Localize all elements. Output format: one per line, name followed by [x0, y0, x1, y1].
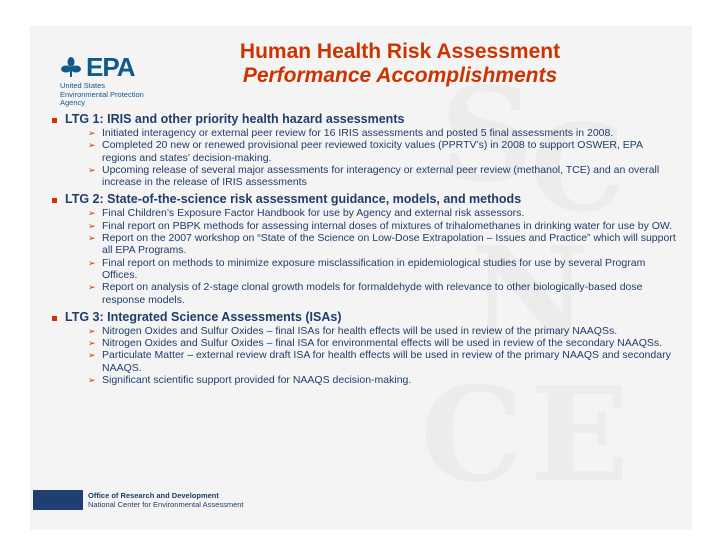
epa-logo [60, 54, 180, 108]
svg-text:N: N [470, 218, 589, 371]
epa-flower-icon [60, 56, 82, 78]
arrow-bullet-icon: ➢ [88, 164, 96, 175]
arrow-bullet-icon: ➢ [88, 233, 96, 244]
arrow-bullet-icon: ➢ [88, 257, 96, 268]
arrow-bullet-icon: ➢ [88, 140, 96, 151]
epa-logo-text: EPA [86, 52, 135, 82]
list-item-text: Report on the 2007 workshop on “State of the Science on Low-Dose Extrapolation – Issues and Practice” which will support all EPA Programs. [102, 232, 676, 257]
list-item [88, 139, 678, 164]
footer [88, 491, 244, 509]
arrow-bullet-icon: ➢ [88, 282, 96, 293]
footer-line2: National Center for Environmental Assessment [88, 500, 244, 509]
svg-text:C: C [420, 358, 524, 510]
svg-text:C: C [530, 98, 626, 239]
list-item-text: Completed 20 new or renewed provisional peer reviewed toxicity values (PPRTV’s) in 2008 to support OSWER, EPA regions and states’ decision-making. [102, 139, 643, 164]
list-item [88, 325, 678, 337]
square-bullet-icon [52, 118, 57, 123]
list-item-text: Nitrogen Oxides and Sulfur Oxides – final ISA for environmental effects will be used in review of the secondary NAAQSs. [102, 337, 663, 350]
arrow-bullet-icon: ➢ [88, 208, 96, 219]
list-item-text: Significant scientific support provided for NAAQS decision-making. [102, 374, 412, 387]
list-item [88, 281, 678, 306]
bullet-list [48, 127, 678, 188]
list-item-text: Particulate Matter – external review draft ISA for health effects will be used in review of the primary NAAQS and secondary NAAQS. [102, 349, 671, 374]
list-item [88, 337, 678, 349]
list-item-text: Report on analysis of 2-stage clonal growth models for formaldehyde with relevance to other biologically-based dose response models. [102, 281, 643, 306]
list-item [88, 164, 678, 189]
section-heading-text: LTG 3: Integrated Science Assessments (ISAs) [65, 309, 342, 324]
epa-logo-line3: Agency [60, 98, 86, 107]
epa-logo-mark [60, 54, 180, 80]
svg-text:E: E [530, 358, 630, 510]
section-heading-text: LTG 2: State-of-the-science risk assessment guidance, models, and methods [65, 192, 522, 207]
arrow-bullet-icon: ➢ [88, 338, 96, 349]
section-heading [48, 310, 678, 325]
footer-bar [33, 490, 83, 510]
list-item [88, 232, 678, 257]
list-item-text: Upcoming release of several major assessments for interagency or external peer review (methanol, TCE) and an overall increase in the release of IRIS assessments [102, 163, 660, 189]
epa-logo-line1: United States [60, 81, 106, 90]
list-item-text: Final report on PBPK methods for assessing internal doses of mixtures of trihalomethanes in drinking water for use by OW. [102, 219, 673, 232]
arrow-bullet-icon: ➢ [88, 128, 96, 138]
epa-logo-subtitle [60, 82, 180, 108]
content [48, 112, 678, 390]
list-item [88, 374, 678, 386]
arrow-bullet-icon: ➢ [88, 350, 96, 361]
section-heading [48, 112, 678, 127]
list-item [88, 257, 678, 282]
list-item-text: Initiated interagency or external peer review for 16 IRIS assessments and posted 5 final assessments in 2008. [102, 127, 614, 139]
arrow-bullet-icon: ➢ [88, 375, 96, 386]
section-ltg1 [48, 112, 678, 188]
square-bullet-icon [52, 316, 57, 321]
slide-title [180, 40, 620, 88]
section-heading [48, 192, 678, 207]
arrow-bullet-icon: ➢ [88, 325, 96, 336]
list-item [88, 127, 678, 139]
title-line1: Human Health Risk Assessment [239, 40, 561, 63]
list-item [88, 349, 678, 374]
square-bullet-icon [52, 198, 57, 203]
arrow-bullet-icon: ➢ [88, 220, 96, 231]
section-ltg3 [48, 310, 678, 386]
section-ltg2 [48, 192, 678, 305]
footer-line1: Office of Research and Development [88, 491, 219, 500]
list-item [88, 207, 678, 219]
bullet-list [48, 207, 678, 305]
bullet-list [48, 325, 678, 386]
list-item-text: Final Children’s Exposure Factor Handbook for use by Agency and external risk assessors. [102, 207, 525, 220]
svg-text:S: S [440, 60, 534, 211]
list-item [88, 220, 678, 232]
title-line2: Performance Accomplishments [242, 64, 558, 87]
section-heading-text: LTG 1: IRIS and other priority health hazard assessments [65, 112, 405, 126]
list-item-text: Nitrogen Oxides and Sulfur Oxides – final ISAs for health effects will be used in review of the primary NAAQSs. [102, 324, 618, 337]
epa-logo-line2: Environmental Protection [60, 89, 144, 99]
list-item-text: Final report on methods to minimize exposure misclassification in epidemiological studies for use by several Program Offices. [102, 256, 646, 281]
